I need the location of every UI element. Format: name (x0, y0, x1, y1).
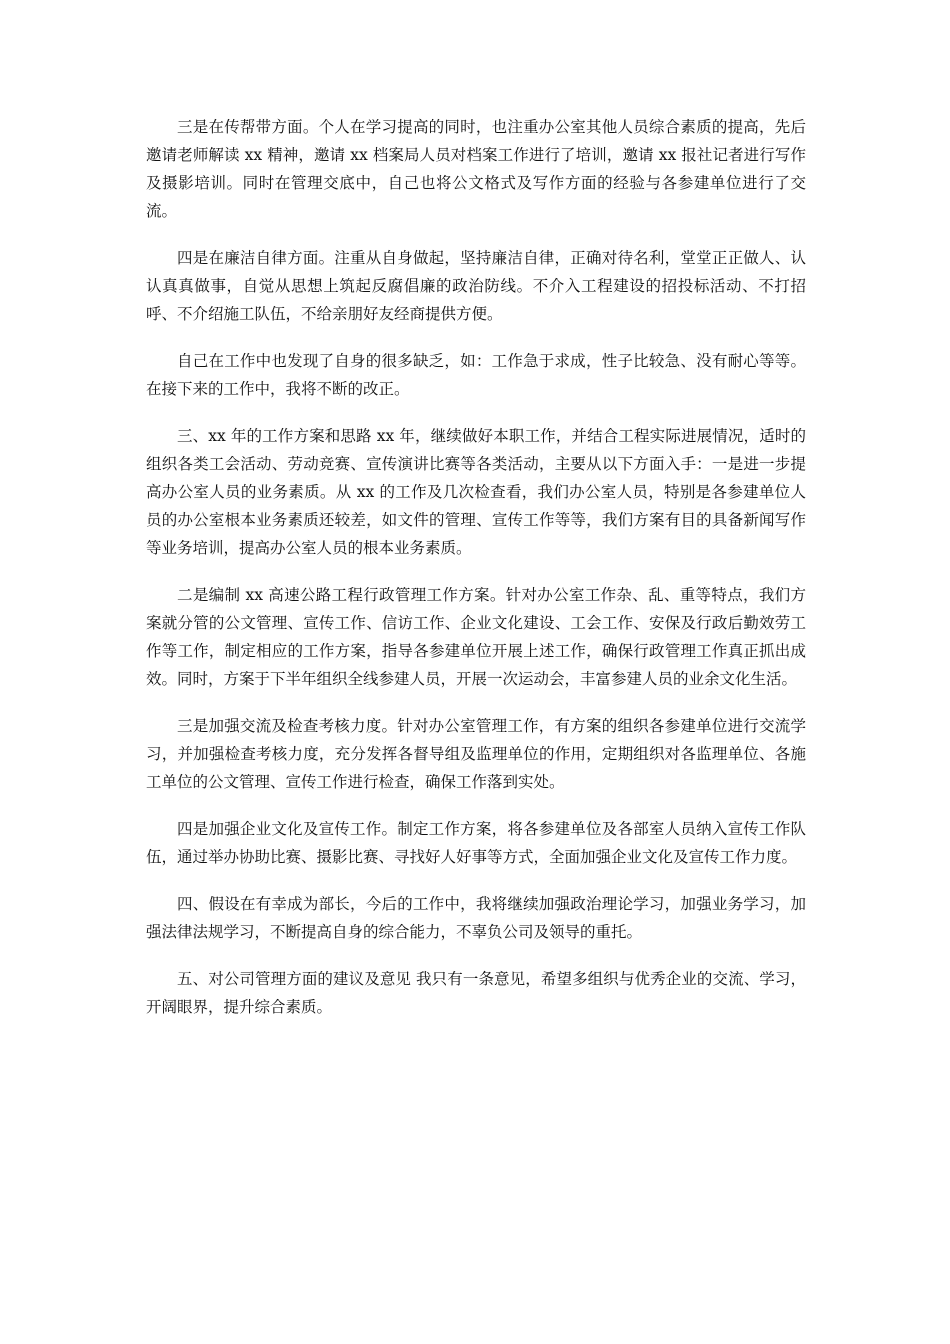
paragraph-work-plan: 三、xx 年的工作方案和思路 xx 年，继续做好本职工作，并结合工程实际进展情况，适时的组织各类工会活动、劳动竞赛、宣传演讲比赛等各类活动，主要从以下方面入手：一是进一步提高办公室人员的业务素质。从 xx 的工作及几次检查看，我们办公室人员，特别是各参建单位人员的办公室根本业务素质还较差，如文件的管理、宣传工作等等，我们方案有目的具备新闻写作等业务培训，提高办公室人员的根本业务素质。 (146, 427, 806, 557)
paragraph-culture-publicity: 四是加强企业文化及宣传工作。制定工作方案，将各参建单位及各部室人员纳入宣传工作队伍，通过举办协助比赛、摄影比赛、寻找好人好事等方式，全面加强企业文化及宣传工作力度。 (146, 820, 806, 866)
paragraph-integrity: 四是在廉洁自律方面。注重从自身做起，坚持廉洁自律，正确对待名利，堂堂正正做人、认认真真做事，自觉从思想上筑起反腐倡廉的政治防线。不介入工程建设的招投标活动、不打招呼、不介绍施工队伍，不给亲朋好友经商提供方便。 (146, 249, 806, 323)
paragraph-mentoring: 三是在传帮带方面。个人在学习提高的同时，也注重办公室其他人员综合素质的提高，先后邀请老师解读 xx 精神，邀请 xx 档案局人员对档案工作进行了培训，邀请 xx 报社记者进行写作及摄影培训。同时在管理交底中，自己也将公文格式及写作方面的经验与各参建单位进行了交流。 (146, 118, 806, 220)
paragraph-admin-plan: 二是编制 xx 高速公路工程行政管理工作方案。针对办公室工作杂、乱、重等特点，我们方案就分管的公文管理、宣传工作、信访工作、企业文化建设、工会工作、安保及行政后勤效劳工作等工作，制定相应的工作方案，指导各参建单位开展上述工作，确保行政管理工作真正抓出成效。同时，方案于下半年组织全线参建人员，开展一次运动会，丰富参建人员的业余文化生活。 (146, 586, 806, 688)
document-body (146, 113, 806, 1040)
paragraph-future-commitment: 四、假设在有幸成为部长，今后的工作中，我将继续加强政治理论学习，加强业务学习，加强法律法规学习，不断提高自身的综合能力，不辜负公司及领导的重托。 (146, 895, 806, 941)
paragraph-suggestions: 五、对公司管理方面的建议及意见 我只有一条意见，希望多组织与优秀企业的交流、学习，开阔眼界，提升综合素质。 (146, 970, 806, 1016)
paragraph-shortcomings: 自己在工作中也发现了自身的很多缺乏，如：工作急于求成，性子比较急、没有耐心等等。在接下来的工作中，我将不断的改正。 (146, 352, 806, 398)
paragraph-exchange-inspection: 三是加强交流及检查考核力度。针对办公室管理工作，有方案的组织各参建单位进行交流学习，并加强检查考核力度，充分发挥各督导组及监理单位的作用，定期组织对各监理单位、各施工单位的公文管理、宣传工作进行检查，确保工作落到实处。 (146, 717, 806, 791)
